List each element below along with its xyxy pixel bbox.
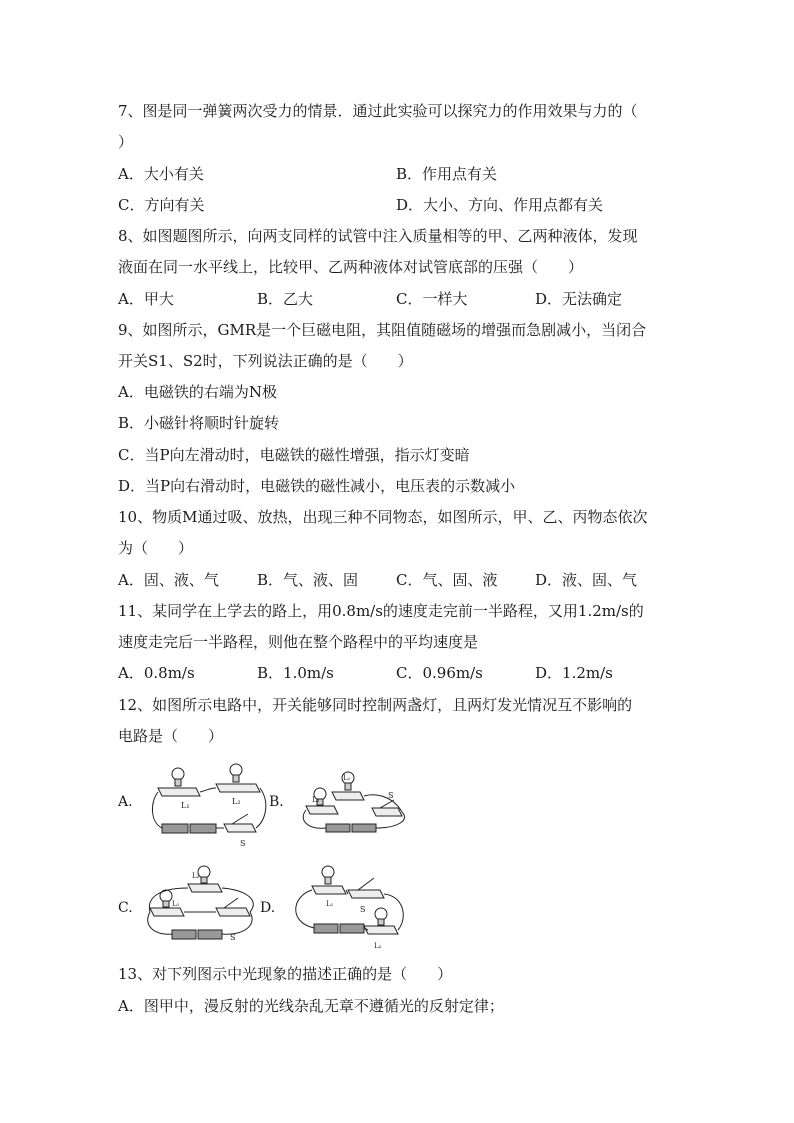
q12-option-d-letter: D. <box>260 900 276 916</box>
circuit-b-label-l1: L₁ <box>343 774 351 782</box>
q7-stem-cont: ） <box>118 133 134 151</box>
circuit-d-label-s: S <box>360 905 366 914</box>
circuit-c-label-s: S <box>230 933 236 942</box>
q11-option-d: D．1.2m/s <box>535 664 613 682</box>
q7-stem: 7、图是同一弹簧两次受力的情景．通过此实验可以探究力的作用效果与力的（ <box>118 102 638 120</box>
q12-option-a-letter: A. <box>118 794 133 810</box>
q10-stem-cont: 为（ ） <box>118 539 194 557</box>
q11-option-b: B．1.0m/s <box>257 664 334 682</box>
q8-option-d: D．无法确定 <box>535 290 623 308</box>
q7-option-d: D．大小、方向、作用点都有关 <box>396 196 604 214</box>
circuit-a-label-l1: L₁ <box>181 801 190 810</box>
circuit-a-label-l2: L₂ <box>232 797 241 806</box>
q7-option-a: A．大小有关 <box>118 165 204 183</box>
q12-stem-cont: 电路是（ ） <box>118 727 224 745</box>
q9-option-c: C．当P向左滑动时，电磁铁的磁性增强，指示灯变暗 <box>118 446 470 464</box>
q12-stem: 12、如图所示电路中，开关能够同时控制两盏灯，且两灯发光情况互不影响的 <box>118 696 633 714</box>
q9-stem: 9、如图所示，GMR是一个巨磁电阻，其阻值随磁场的增强而急剧减小，当闭合 <box>118 321 647 339</box>
q13-option-a: A．图甲中，漫反射的光线杂乱无章不遵循光的反射定律； <box>118 997 504 1015</box>
q8-option-b: B．乙大 <box>257 290 314 308</box>
q10-option-b: B．气、液、固 <box>257 571 359 589</box>
circuit-d-label-l2: L₂ <box>374 942 382 950</box>
q9-stem-cont: 开关S1、S2时，下列说法正确的是（ ） <box>118 352 413 370</box>
circuit-a-label-s: S <box>240 839 246 848</box>
q10-stem: 10、物质M通过吸、放热，出现三种不同物态，如图所示，甲、乙、丙物态依次 <box>118 508 648 526</box>
q8-stem: 8、如图题图所示，向两支同样的试管中注入质量相等的甲、乙两种液体，发现 <box>118 227 638 245</box>
q10-option-c: C．气、固、液 <box>396 571 498 589</box>
q12-option-c-letter: C. <box>118 900 133 916</box>
q9-option-b: B．小磁针将顺时针旋转 <box>118 414 280 432</box>
q8-option-a: A．甲大 <box>118 290 174 308</box>
circuit-d-label-l1: L₁ <box>326 900 334 908</box>
circuit-b-label-s: S <box>388 791 394 800</box>
circuit-c-label-l1: L₁ <box>172 900 180 908</box>
q13-stem: 13、对下列图示中光现象的描述正确的是（ ） <box>118 965 453 983</box>
q11-stem: 11、某同学在上学去的路上，用0.8m/s的速度走完前一半路程，又用1.2m/s的 <box>118 602 644 620</box>
circuit-c-diagram <box>142 864 262 946</box>
q8-stem-cont: 液面在同一水平线上，比较甲、乙两种液体对试管底部的压强（ ） <box>118 258 584 276</box>
q7-option-c: C．方向有关 <box>118 196 205 214</box>
q9-option-d: D．当P向右滑动时，电磁铁的磁性减小，电压表的示数减小 <box>118 477 516 495</box>
q11-option-c: C．0.96m/s <box>396 664 483 682</box>
q11-option-a: A．0.8m/s <box>118 664 195 682</box>
q10-option-d: D．液、固、气 <box>535 571 638 589</box>
circuit-a-diagram <box>148 762 268 850</box>
q9-option-a: A．电磁铁的右端为N极 <box>118 383 277 401</box>
q10-option-a: A．固、液、气 <box>118 571 219 589</box>
circuit-d-diagram <box>286 862 410 954</box>
q12-option-b-letter: B. <box>269 794 284 810</box>
circuit-b-label-l2: L₂ <box>312 796 320 804</box>
q8-option-c: C．一样大 <box>396 290 468 308</box>
q11-stem-cont: 速度走完后一半路程，则他在整个路程中的平均速度是 <box>118 633 479 651</box>
q7-option-b: B．作用点有关 <box>396 165 498 183</box>
circuit-b-diagram <box>298 768 410 838</box>
circuit-c-label-l2: L₂ <box>192 872 200 880</box>
